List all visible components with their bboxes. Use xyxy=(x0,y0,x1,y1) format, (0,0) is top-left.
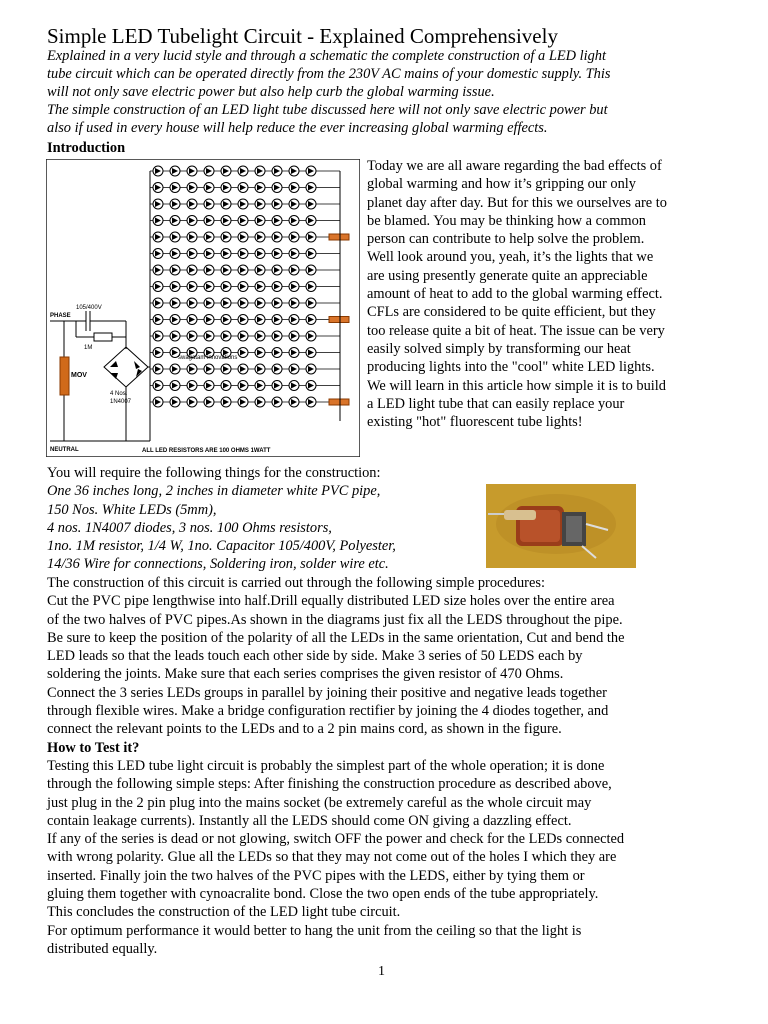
intro-line: Well look around you, yeah, it’s the lights that we xyxy=(367,249,654,266)
mov-label: MOV xyxy=(71,372,87,379)
test-line: just plug in the 2 pin plug into the mains socket (be extremely careful as the whole circuit may xyxy=(47,794,592,811)
test-line: For optimum performance it would better to hang the unit from the ceiling so that the light is xyxy=(47,922,582,939)
construction-line: connect the relevant points to the LEDs and to a 2 pin mains cord, as shown in the figure. xyxy=(47,721,562,738)
construction-line: Cut the PVC pipe lengthwise into half.Drill equally distributed LED size holes over the entire area xyxy=(47,593,615,610)
intro-line: be blamed. You may be thinking how a common xyxy=(367,212,646,229)
series-resistor xyxy=(329,317,349,323)
diode-type-label: 1N4007 xyxy=(110,399,132,405)
intro-line: producing lights into the "cool" white LED lights. xyxy=(367,359,655,376)
intro-line: planet day after day. But for this we ourselves are to xyxy=(367,194,667,211)
test-line: This concludes the construction of the LED light tube circuit. xyxy=(47,904,401,921)
requirement-item: 14/36 Wire for connections, Soldering iron, solder wire etc. xyxy=(47,556,389,573)
intro-line: are using presently generate quite an appreciable xyxy=(367,267,648,284)
capacitor-label: 105/400V xyxy=(76,305,102,311)
intro-line: a LED light tube that can easily replace your xyxy=(367,395,625,412)
intro-line: global warming and how it’s gripping our only xyxy=(367,176,636,193)
construction-line: soldering the joints. Make sure that each series comprises the given resistor of 470 Ohms. xyxy=(47,666,564,683)
intro-line: easily solved simply by transforming our heat xyxy=(367,340,631,357)
subtitle-line: also if used in every house will help reduce the ever increasing global warming effects. xyxy=(47,120,548,136)
construction-line: The construction of this circuit is carried out through the following simple procedures: xyxy=(47,575,545,591)
subtitle-line: tube circuit which can be operated directly from the 230V AC mains of your domestic supply. This xyxy=(47,66,611,82)
intro-line: CFLs are considered to be quite efficient, but they xyxy=(367,304,656,321)
construction-line: through flexible wires. Make a bridge configuration rectifier by joining the 4 diodes together, and xyxy=(47,703,609,720)
page-title: Simple LED Tubelight Circuit - Explained Comprehensively xyxy=(47,24,558,48)
requirement-item: One 36 inches long, 2 inches in diameter white PVC pipe, xyxy=(47,483,381,500)
diode-count-label: 4 Nos. xyxy=(110,391,128,397)
construction-line: of the two halves of PVC pipes.As shown in the diagrams just fix all the LEDS throughout the pipe. xyxy=(47,611,623,628)
requirements-block xyxy=(47,464,487,574)
intro-line: existing "hot" fluorescent tube lights! xyxy=(367,414,583,431)
test-line: distributed equally. xyxy=(47,940,158,957)
intro-line: We will learn in this article how simple it is to build xyxy=(367,377,666,394)
test-line: If any of the series is dead or not glowing, switch OFF the power and check for the LEDs connected xyxy=(47,831,625,848)
requirement-item: 150 Nos. White LEDs (5mm), xyxy=(47,501,217,518)
led-circuit-schematic xyxy=(46,159,360,457)
subtitle xyxy=(47,47,737,137)
intro-line: person can contribute to help solve the problem. xyxy=(367,231,645,248)
test-line: gluing them together with cynoacralite bond. Close the two open ends of the tube appropriately. xyxy=(47,886,599,903)
subtitle-line: Explained in a very lucid style and through a schematic the complete construction of a LED light xyxy=(47,48,606,64)
intro-paragraph xyxy=(367,157,737,431)
series-resistor xyxy=(329,234,349,240)
test-line: Testing this LED tube light circuit is probably the simplest part of the whole operation; it is done xyxy=(47,757,605,774)
circuit-photo xyxy=(486,484,636,568)
test-line: inserted. Finally join the two halves of the PVC pipes with the LEDS, either by tying them or xyxy=(47,867,585,884)
test-line: with wrong polarity. Glue all the LEDs so that they may not come out of the holes I which they are xyxy=(47,849,617,866)
intro-heading: Introduction xyxy=(47,140,126,156)
neutral-label: NEUTRAL xyxy=(50,447,79,453)
test-heading: How to Test it? xyxy=(47,739,140,756)
schematic-caption: ALL LED RESISTORS ARE 100 OHMS 1WATT xyxy=(142,448,271,454)
construction-line: LED leads so that the leads touch each other side by side. Make 3 series of 50 LEDS each by xyxy=(47,648,583,665)
intro-line: Today we are all aware regarding the bad effects of xyxy=(367,158,662,174)
requirement-item: 1no. 1M resistor, 1/4 W, 1no. Capacitor 105/400V, Polyester, xyxy=(47,538,396,555)
circuit-photo-image xyxy=(486,484,636,568)
series-resistor xyxy=(329,399,349,405)
subtitle-line: The simple construction of an LED light tube discussed here will not only save electric power but xyxy=(47,102,608,118)
resistor-label: 1M xyxy=(84,345,93,351)
requirements-intro: You will require the following things for the construction: xyxy=(47,465,381,481)
requirement-item: 4 nos. 1N4007 diodes, 3 nos. 100 Ohms resistors, xyxy=(47,519,332,536)
credit-label: swagatam innovations xyxy=(178,355,238,361)
test-line: contain leakage currents). Instantly all the LEDS should come ON giving a dazzling effect. xyxy=(47,812,572,829)
phase-label: PHASE xyxy=(50,313,71,319)
construction-line: Be sure to keep the position of the polarity of all the LEDs in the same orientation, Cut and bend the xyxy=(47,629,625,646)
construction-paragraph xyxy=(47,574,747,958)
test-line: through the following simple steps: After finishing the construction procedure as described above, xyxy=(47,776,612,793)
construction-line: Connect the 3 series LEDs groups in parallel by joining their positive and negative leads together xyxy=(47,684,607,701)
intro-line: too release quite a bit of heat. The issue can be very xyxy=(367,322,665,339)
subtitle-line: will not only save electric power but also help curb the global warming issue. xyxy=(47,84,495,100)
intro-line: amount of heat to add to the global warming effect. xyxy=(367,286,663,303)
page-number: 1 xyxy=(378,964,385,979)
